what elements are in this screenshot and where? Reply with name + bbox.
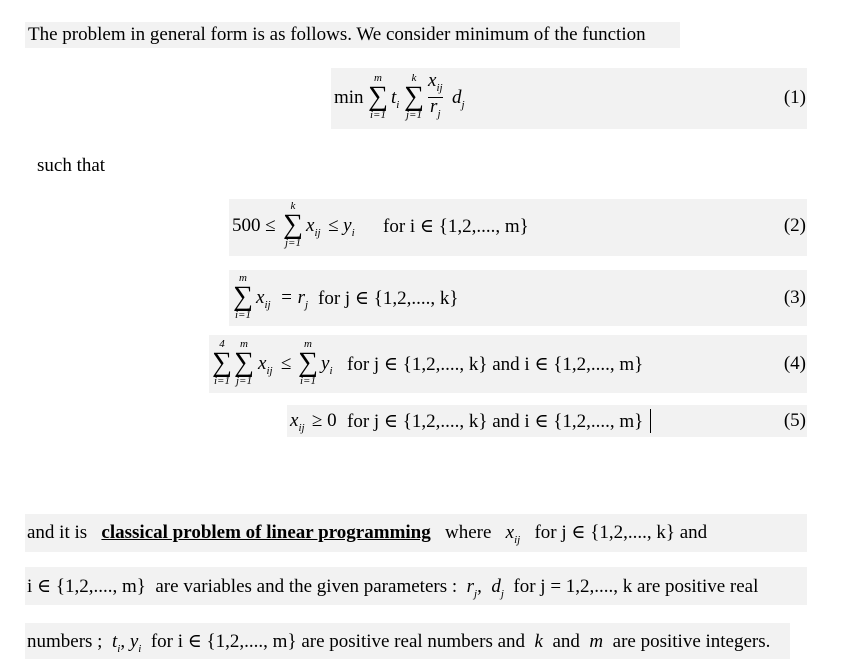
condition-text: for i ∈ {1,2,...., m} (383, 216, 529, 237)
eq2-lhs: 500 ≤ (232, 215, 276, 236)
y-variable: $y_i$ (321, 353, 333, 377)
equation-number: (2) (783, 215, 806, 236)
t-variable: $t_i$ (391, 87, 400, 111)
sum-symbol: m ∑ j=1 (234, 338, 254, 387)
para-line-2: i ∈ {1,2,...., m} are variables and the given parameters : $r_j$, $d_j$ for j = 1,2,...., k are positive real (27, 576, 759, 600)
condition-text: for j ∈ {1,2,...., k} (318, 288, 459, 309)
sum-symbol: k ∑ j=1 (283, 200, 303, 249)
equation-number: (3) (783, 287, 806, 308)
x-variable: $x_{ij}$ (306, 215, 321, 239)
r-variable: = $r_j$ (280, 287, 309, 311)
equation-number: (1) (783, 87, 806, 108)
condition-text: for j ∈ {1,2,...., k} and i ∈ {1,2,...., m} (347, 411, 644, 432)
para-line-1: and it is classical problem of linear programming where $x_{ij}$ for j ∈ {1,2,...., k} and (27, 522, 708, 546)
equation-number: (5) (783, 410, 806, 431)
min-operator: min (334, 87, 364, 108)
para-line-3: numbers ; $t_i$, $y_i$ for i ∈ {1,2,...., m} are positive real numbers and k and m are positive integers. (27, 631, 771, 655)
text-cursor (650, 409, 651, 433)
x-variable: $x_{ij}$ (256, 287, 271, 311)
such-that-text: such that (37, 155, 106, 176)
equation-1-block (331, 68, 807, 129)
d-variable: $d_j$ (452, 87, 465, 111)
sum-symbol: 4 ∑ i=1 (212, 338, 232, 387)
equation-3-block (229, 270, 807, 326)
fraction: $\frac{x_{ij}}{r_j}$ (428, 70, 443, 120)
sum-symbol: m ∑ i=1 (233, 272, 253, 321)
intro-text: The problem in general form is as follows. We consider minimum of the function (28, 24, 646, 45)
x-variable: $x_{ij}$ (258, 353, 273, 377)
sum-symbol: m ∑ i=1 (298, 338, 318, 387)
leq-symbol: ≤ (281, 353, 292, 374)
condition-text: for j ∈ {1,2,...., k} and i ∈ {1,2,...., m} (347, 354, 644, 375)
bold-phrase: classical problem of linear programming (101, 522, 431, 543)
geq-zero: ≥ 0 (312, 410, 337, 431)
y-variable: ≤ $y_i$ (328, 215, 355, 239)
sum-symbol: k ∑ j=1 (404, 72, 424, 121)
equation-number: (4) (783, 353, 806, 374)
sum-symbol: m ∑ i=1 (368, 72, 388, 121)
x-variable: $x_{ij}$ (290, 410, 305, 434)
